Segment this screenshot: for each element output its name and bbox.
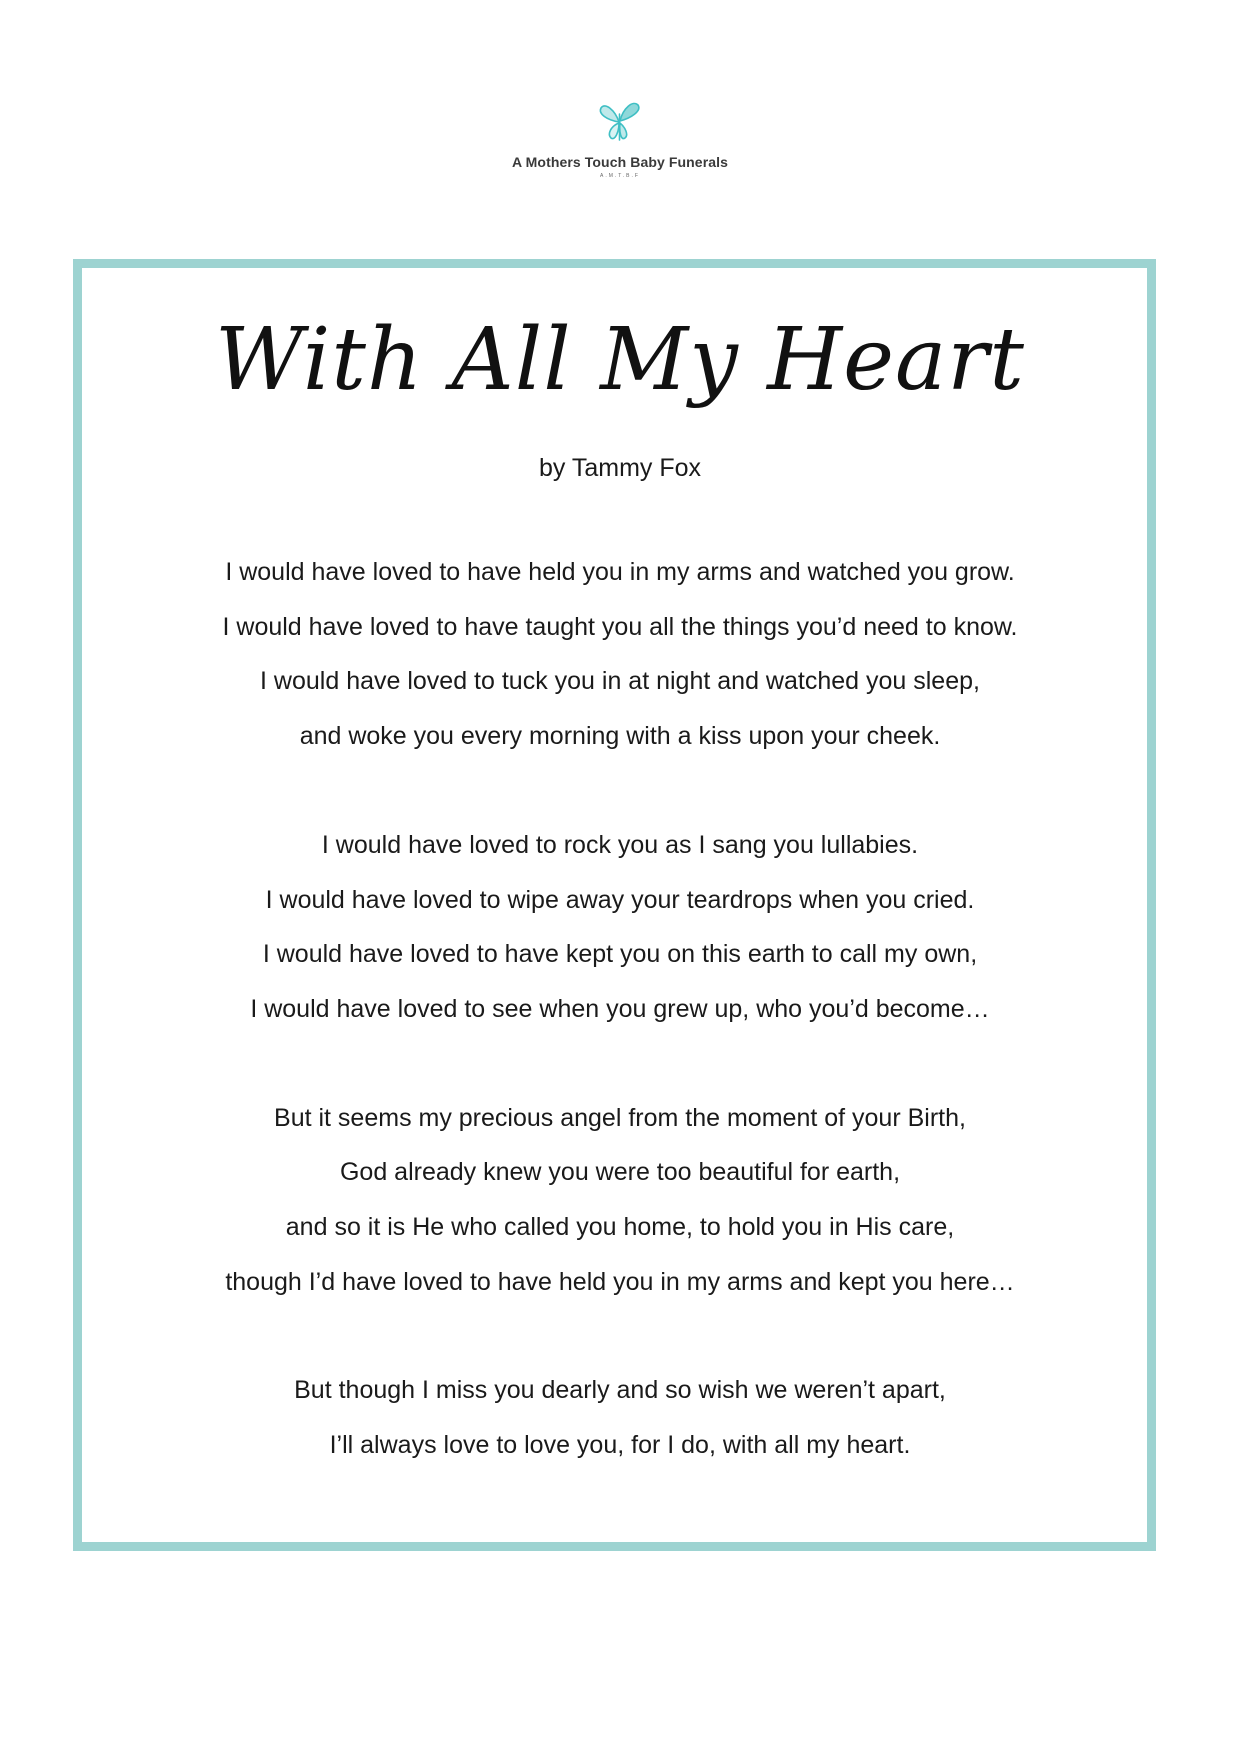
brand-abbreviation: A.M.T.B.F bbox=[600, 173, 640, 179]
poem-line: I would have loved to have taught you all the things you’d need to know. bbox=[222, 612, 1018, 641]
brand-name: A Mothers Touch Baby Funerals bbox=[511, 154, 729, 170]
stanza-4 bbox=[0, 1363, 1240, 1472]
brand-logo bbox=[0, 96, 1240, 179]
poem-line: I would have loved to rock you as I sang you lullabies. bbox=[321, 830, 919, 859]
poem-author: by Tammy Fox bbox=[538, 454, 702, 482]
butterfly-icon bbox=[595, 96, 645, 146]
poem-line: But it seems my precious angel from the moment of your Birth, bbox=[274, 1103, 966, 1132]
stanza-1 bbox=[0, 545, 1240, 764]
poem-line: I would have loved to wipe away your teardrops when you cried. bbox=[265, 885, 975, 914]
poem-line: I’ll always love to love you, for I do, with all my heart. bbox=[329, 1431, 911, 1460]
poem-body bbox=[0, 545, 1240, 1527]
poem-title: With All My Heart bbox=[215, 310, 1025, 410]
poem-line: God already knew you were too beautiful for earth, bbox=[339, 1158, 901, 1187]
poem-line: and so it is He who called you home, to hold you in His care, bbox=[285, 1213, 955, 1242]
poem-line: I would have loved to have held you in my arms and watched you grow. bbox=[225, 558, 1015, 586]
stanza-3 bbox=[0, 1091, 1240, 1310]
stanza-2 bbox=[0, 818, 1240, 1037]
poem-line: I would have loved to see when you grew up, who you’d become… bbox=[250, 994, 990, 1023]
poem-line: I would have loved to have kept you on this earth to call my own, bbox=[262, 940, 978, 969]
poem-line: and woke you every morning with a kiss upon your cheek. bbox=[299, 722, 941, 751]
poem-line: though I’d have loved to have held you in my arms and kept you here… bbox=[225, 1267, 1015, 1296]
poem-line: I would have loved to tuck you in at night and watched you sleep, bbox=[260, 667, 980, 696]
poem-line: But though I miss you dearly and so wish we weren’t apart, bbox=[294, 1376, 946, 1405]
